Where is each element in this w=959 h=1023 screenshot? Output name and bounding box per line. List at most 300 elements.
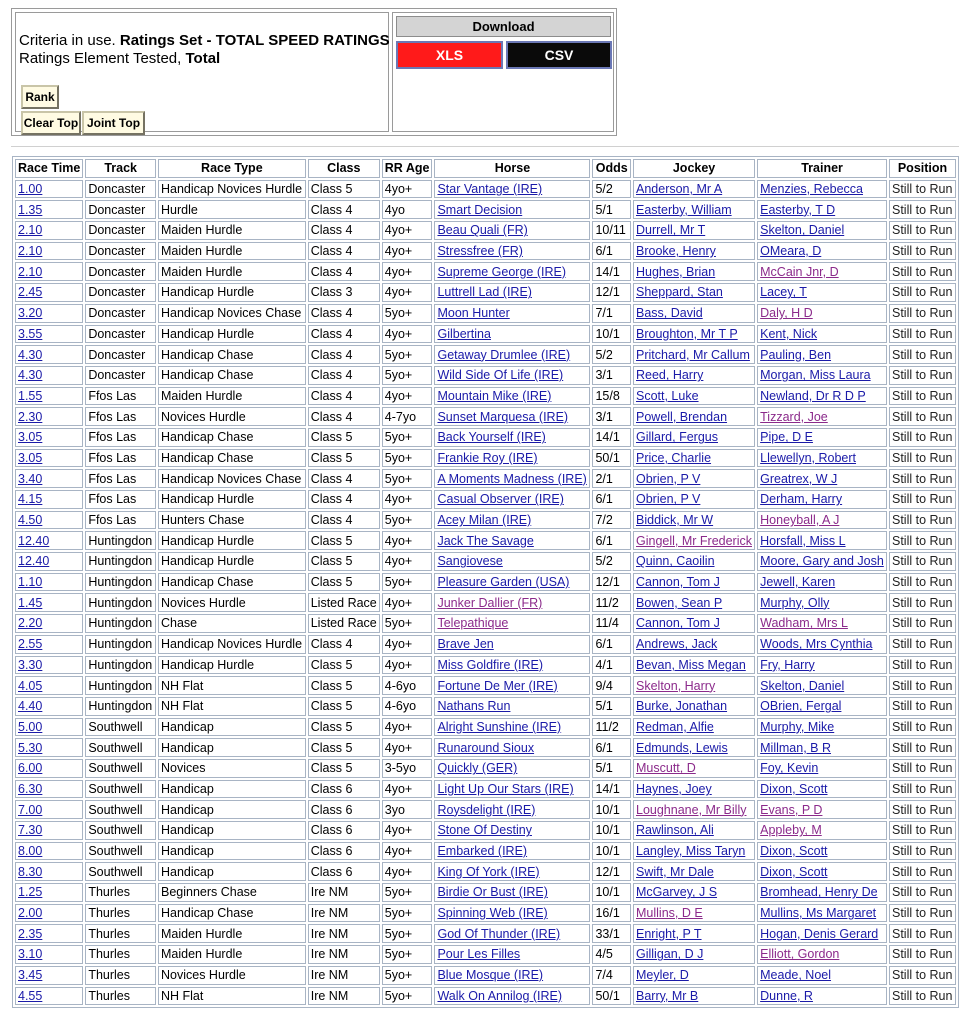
jockey-cell [633,200,755,219]
trainer-link[interactable]: Menzies, Rebecca [760,182,863,197]
horse-link[interactable]: Luttrell Lad (IRE) [437,285,532,300]
trainer-link[interactable]: Dixon, Scott [760,844,828,859]
header-rr-age: RR Age [382,159,433,178]
trainer-link[interactable]: Pipe, D E [760,430,813,445]
jockey-cell [633,821,755,840]
horse-cell [434,490,590,509]
race-time-cell [15,428,83,447]
race-time-cell [15,656,83,675]
rr-age-cell: 5yo+ [382,614,433,633]
position-cell: Still to Run [889,325,956,344]
race-type-cell: Novices Hurdle [158,966,306,985]
position-cell: Still to Run [889,904,956,923]
horse-link[interactable]: Sangiovese [437,554,503,569]
horse-link[interactable]: Telepathique [437,616,509,631]
race-type-cell: Novices Hurdle [158,593,306,612]
horse-cell [434,945,590,964]
race-time-link[interactable]: 12.40 [18,554,50,569]
trainer-link[interactable]: Jewell, Karen [760,575,836,590]
rank-button[interactable]: Rank [21,85,59,109]
trainer-link[interactable]: Derham, Harry [760,492,843,507]
race-time-link[interactable]: 3.20 [18,306,43,321]
race-time-cell [15,490,83,509]
horse-link[interactable]: God Of Thunder (IRE) [437,926,561,941]
jockey-link[interactable]: Barry, Mr B [636,988,699,1003]
horse-link[interactable]: King Of York (IRE) [437,864,540,879]
trainer-link[interactable]: Meade, Noel [760,968,832,983]
trainer-link[interactable]: Daly, H D [760,306,813,321]
horse-link[interactable]: Birdie Or Bust (IRE) [437,885,548,900]
rr-age-cell: 5yo+ [382,469,433,488]
jockey-link[interactable]: McGarvey, J S [636,885,718,900]
rr-age-cell: 4yo+ [382,242,433,261]
race-time-link[interactable]: 5.00 [18,719,43,734]
jockey-link[interactable]: Bevan, Miss Megan [636,657,746,672]
rr-age-cell: 4yo+ [382,552,433,571]
horse-link[interactable]: Moon Hunter [437,306,510,321]
xls-download-button[interactable]: XLS [396,41,503,69]
position-cell: Still to Run [889,656,956,675]
track-cell: Huntingdon [85,697,156,716]
class-cell: Class 4 [308,242,380,261]
horse-link[interactable]: A Moments Madness (IRE) [437,471,587,486]
horse-link[interactable]: Spinning Web (IRE) [437,906,548,921]
trainer-link[interactable]: Evans, P D [760,802,823,817]
rr-age-cell: 3-5yo [382,759,433,778]
jockey-link[interactable]: Broughton, Mr T P [636,326,738,341]
horse-link[interactable]: Walk On Annilog (IRE) [437,988,563,1003]
odds-cell: 10/11 [592,221,631,240]
horse-cell [434,283,590,302]
class-cell: Class 5 [308,449,380,468]
ratings-set-value: Ratings Set - TOTAL SPEED RATINGS [119,32,390,49]
race-time-cell [15,283,83,302]
race-time-link[interactable]: 4.40 [18,699,43,714]
position-cell: Still to Run [889,945,956,964]
horse-link[interactable]: Jack The Savage [437,533,534,548]
class-cell: Class 3 [308,283,380,302]
position-cell: Still to Run [889,552,956,571]
race-time-link[interactable]: 8.00 [18,844,43,859]
odds-cell: 50/1 [592,449,631,468]
race-time-link[interactable]: 2.20 [18,616,43,631]
odds-cell: 11/4 [592,614,631,633]
trainer-link[interactable]: Murphy, Mike [760,719,835,734]
horse-cell [434,366,590,385]
position-cell: Still to Run [889,304,956,323]
race-time-link[interactable]: 3.45 [18,968,43,983]
position-cell: Still to Run [889,924,956,943]
race-time-link[interactable]: 1.55 [18,388,43,403]
criteria-info [15,12,389,132]
jockey-link[interactable]: Reed, Harry [636,368,704,383]
jockey-cell [633,718,755,737]
header-position: Position [889,159,956,178]
trainer-link[interactable]: Tizzard, Joe [760,409,828,424]
jockey-cell [633,552,755,571]
horse-link[interactable]: Mountain Mike (IRE) [437,388,552,403]
race-time-link[interactable]: 2.10 [18,264,43,279]
race-time-cell [15,304,83,323]
horse-link[interactable]: Runaround Sioux [437,740,535,755]
results-container [12,156,959,1008]
jockey-cell [633,469,755,488]
trainer-link[interactable]: OBrien, Fergal [760,699,842,714]
race-time-link[interactable]: 1.00 [18,182,43,197]
trainer-link[interactable]: Fry, Harry [760,657,815,672]
track-cell: Thurles [85,924,156,943]
race-time-link[interactable]: 7.00 [18,802,43,817]
trainer-link[interactable]: Lacey, T [760,285,807,300]
race-time-link[interactable]: 5.30 [18,740,43,755]
race-type-cell: NH Flat [158,697,306,716]
table-row [15,987,956,1006]
horse-link[interactable]: Beau Quali (FR) [437,223,528,238]
trainer-link[interactable]: Dunne, R [760,988,813,1003]
race-time-link[interactable]: 12.40 [18,533,50,548]
trainer-cell [757,987,887,1006]
jockey-link[interactable]: Haynes, Joey [636,781,712,796]
trainer-link[interactable]: Llewellyn, Robert [760,450,857,465]
race-type-cell: Handicap Hurdle [158,656,306,675]
class-cell: Class 5 [308,552,380,571]
jockey-link[interactable]: Gillard, Fergus [636,430,718,445]
table-row [15,593,956,612]
race-time-link[interactable]: 3.55 [18,326,43,341]
trainer-link[interactable]: Elliott, Gordon [760,947,840,962]
horse-link[interactable]: Stressfree (FR) [437,244,523,259]
race-type-cell: NH Flat [158,987,306,1006]
table-row [15,531,956,550]
race-time-link[interactable]: 1.35 [18,202,43,217]
trainer-link[interactable]: Kent, Nick [760,326,818,341]
horse-cell [434,242,590,261]
track-cell: Doncaster [85,304,156,323]
class-cell: Class 5 [308,676,380,695]
race-time-cell [15,242,83,261]
horse-link[interactable]: Star Vantage (IRE) [437,182,543,197]
class-cell: Class 6 [308,821,380,840]
race-time-link[interactable]: 4.55 [18,988,43,1003]
trainer-link[interactable]: Dixon, Scott [760,864,828,879]
jockey-link[interactable]: Swift, Mr Dale [636,864,714,879]
class-cell: Listed Race [308,614,380,633]
horse-link[interactable]: Stone Of Destiny [437,823,532,838]
trainer-cell [757,428,887,447]
trainer-link[interactable]: Newland, Dr R D P [760,388,866,403]
odds-cell: 50/1 [592,987,631,1006]
race-time-link[interactable]: 6.00 [18,761,43,776]
race-time-link[interactable]: 1.10 [18,575,43,590]
race-time-link[interactable]: 3.30 [18,657,43,672]
horse-link[interactable]: Light Up Our Stars (IRE) [437,781,574,796]
race-time-link[interactable]: 2.00 [18,906,43,921]
jockey-link[interactable]: Burke, Jonathan [636,699,728,714]
horse-link[interactable]: Fortune De Mer (IRE) [437,678,558,693]
race-time-link[interactable]: 3.05 [18,450,43,465]
race-time-link[interactable]: 4.05 [18,678,43,693]
ratings-element-value: Total [185,50,221,67]
class-cell: Class 5 [308,531,380,550]
jockey-link[interactable]: Obrien, P V [636,471,701,486]
table-row [15,676,956,695]
rr-age-cell: 5yo+ [382,304,433,323]
download-header: Download [396,16,611,37]
separator [11,146,959,147]
rr-age-cell: 4yo+ [382,262,433,281]
jockey-cell [633,614,755,633]
position-cell: Still to Run [889,800,956,819]
jockey-link[interactable]: Mullins, D E [636,906,703,921]
position-cell: Still to Run [889,511,956,530]
trainer-link[interactable]: Mullins, Ms Margaret [760,906,877,921]
track-cell: Huntingdon [85,676,156,695]
race-time-link[interactable]: 3.40 [18,471,43,486]
table-row [15,511,956,530]
trainer-link[interactable]: Appleby, M [760,823,822,838]
trainer-link[interactable]: Skelton, Daniel [760,678,845,693]
jockey-link[interactable]: Cannon, Tom J [636,616,720,631]
race-time-link[interactable]: 1.45 [18,595,43,610]
horse-link[interactable]: Miss Goldfire (IRE) [437,657,544,672]
odds-cell: 10/1 [592,821,631,840]
trainer-link[interactable]: Wadham, Mrs L [760,616,848,631]
trainer-cell [757,945,887,964]
class-cell: Class 5 [308,428,380,447]
race-time-link[interactable]: 2.45 [18,285,43,300]
horse-link[interactable]: Frankie Roy (IRE) [437,450,538,465]
horse-link[interactable]: Wild Side Of Life (IRE) [437,368,564,383]
jockey-cell [633,883,755,902]
horse-link[interactable]: Sunset Marquesa (IRE) [437,409,569,424]
class-cell: Ire NM [308,924,380,943]
jockey-link[interactable]: Skelton, Harry [636,678,716,693]
table-row [15,635,956,654]
rr-age-cell: 4-7yo [382,407,433,426]
trainer-link[interactable]: OMeara, D [760,244,822,259]
rr-age-cell: 5yo+ [382,573,433,592]
race-time-link[interactable]: 4.50 [18,513,43,528]
clear-top-button[interactable]: Clear Top [21,111,81,135]
horse-link[interactable]: Supreme George (IRE) [437,264,566,279]
trainer-link[interactable]: Hogan, Denis Gerard [760,926,879,941]
position-cell: Still to Run [889,635,956,654]
rr-age-cell: 4yo+ [382,325,433,344]
trainer-link[interactable]: Skelton, Daniel [760,223,845,238]
horse-link[interactable]: Gilbertina [437,326,491,341]
trainer-link[interactable]: Millman, B R [760,740,831,755]
jockey-link[interactable]: Langley, Miss Taryn [636,844,746,859]
jockey-link[interactable]: Brooke, Henry [636,244,716,259]
track-cell: Ffos Las [85,387,156,406]
odds-cell: 7/1 [592,304,631,323]
horse-link[interactable]: Pour Les Filles [437,947,521,962]
jockey-cell [633,738,755,757]
odds-cell: 2/1 [592,469,631,488]
horse-cell [434,407,590,426]
race-time-cell [15,262,83,281]
joint-top-button[interactable]: Joint Top [82,111,145,135]
trainer-cell [757,469,887,488]
horse-link[interactable]: Nathans Run [437,699,511,714]
race-time-link[interactable]: 4.30 [18,347,43,362]
rr-age-cell: 4yo+ [382,738,433,757]
class-cell: Class 4 [308,366,380,385]
jockey-link[interactable]: Sheppard, Stan [636,285,723,300]
jockey-link[interactable]: Bowen, Sean P [636,595,723,610]
jockey-link[interactable]: Pritchard, Mr Callum [636,347,750,362]
track-cell: Doncaster [85,242,156,261]
race-time-link[interactable]: 4.15 [18,492,43,507]
position-cell: Still to Run [889,469,956,488]
jockey-link[interactable]: Redman, Alfie [636,719,714,734]
position-cell: Still to Run [889,387,956,406]
table-row [15,780,956,799]
odds-cell: 6/1 [592,531,631,550]
horse-cell [434,883,590,902]
rr-age-cell: 3yo [382,800,433,819]
horse-cell [434,697,590,716]
position-cell: Still to Run [889,614,956,633]
odds-cell: 6/1 [592,738,631,757]
race-time-link[interactable]: 2.10 [18,223,43,238]
race-time-link[interactable]: 6.30 [18,781,43,796]
race-time-link[interactable]: 3.10 [18,947,43,962]
race-type-cell: Maiden Hurdle [158,924,306,943]
jockey-link[interactable]: Gingell, Mr Frederick [636,533,752,548]
horse-link[interactable]: Embarked (IRE) [437,844,528,859]
trainer-link[interactable]: Greatrex, W J [760,471,838,486]
track-cell: Southwell [85,759,156,778]
trainer-cell [757,800,887,819]
race-time-link[interactable]: 3.05 [18,430,43,445]
trainer-link[interactable]: Moore, Gary and Josh [760,554,884,569]
trainer-cell [757,304,887,323]
horse-link[interactable]: Getaway Drumlee (IRE) [437,347,571,362]
jockey-link[interactable]: Anderson, Mr A [636,182,723,197]
jockey-link[interactable]: Loughnane, Mr Billy [636,802,747,817]
jockey-link[interactable]: Bass, David [636,306,703,321]
horse-link[interactable]: Brave Jen [437,637,494,652]
jockey-link[interactable]: Rawlinson, Ali [636,823,714,838]
trainer-link[interactable]: Dixon, Scott [760,781,828,796]
jockey-link[interactable]: Enright, P T [636,926,702,941]
position-cell: Still to Run [889,180,956,199]
race-time-link[interactable]: 2.10 [18,244,43,259]
trainer-link[interactable]: Woods, Mrs Cynthia [760,637,873,652]
table-row [15,345,956,364]
trainer-cell [757,842,887,861]
horse-link[interactable]: Quickly (GER) [437,761,518,776]
horse-link[interactable]: Back Yourself (IRE) [437,430,546,445]
trainer-link[interactable]: Easterby, T D [760,202,836,217]
table-row [15,862,956,881]
jockey-link[interactable]: Scott, Luke [636,388,699,403]
horse-link[interactable]: Roysdelight (IRE) [437,802,536,817]
race-time-link[interactable]: 2.35 [18,926,43,941]
odds-cell: 15/8 [592,387,631,406]
jockey-link[interactable]: Durrell, Mr T [636,223,706,238]
race-time-link[interactable]: 2.30 [18,409,43,424]
horse-link[interactable]: Blue Mosque (IRE) [437,968,544,983]
trainer-link[interactable]: Pauling, Ben [760,347,832,362]
horse-cell [434,469,590,488]
rr-age-cell: 4yo+ [382,780,433,799]
race-type-cell: Handicap Novices Chase [158,469,306,488]
jockey-link[interactable]: Muscutt, D [636,761,696,776]
track-cell: Doncaster [85,221,156,240]
race-time-link[interactable]: 1.25 [18,885,43,900]
horse-link[interactable]: Casual Observer (IRE) [437,492,564,507]
class-cell: Ire NM [308,966,380,985]
trainer-link[interactable]: Honeyball, A J [760,513,840,528]
race-time-link[interactable]: 7.30 [18,823,43,838]
jockey-link[interactable]: Edmunds, Lewis [636,740,728,755]
jockey-link[interactable]: Quinn, Caoilin [636,554,715,569]
horse-link[interactable]: Alright Sunshine (IRE) [437,719,562,734]
jockey-link[interactable]: Powell, Brendan [636,409,728,424]
jockey-link[interactable]: Biddick, Mr W [636,513,714,528]
class-cell: Class 4 [308,262,380,281]
horse-cell [434,718,590,737]
trainer-link[interactable]: McCain Jnr, D [760,264,839,279]
jockey-cell [633,800,755,819]
jockey-link[interactable]: Easterby, William [636,202,732,217]
table-row [15,387,956,406]
csv-download-button[interactable]: CSV [506,41,612,69]
jockey-link[interactable]: Price, Charlie [636,450,712,465]
trainer-link[interactable]: Murphy, Olly [760,595,830,610]
trainer-link[interactable]: Foy, Kevin [760,761,819,776]
trainer-link[interactable]: Morgan, Miss Laura [760,368,871,383]
horse-link[interactable]: Smart Decision [437,202,523,217]
odds-cell: 9/4 [592,676,631,695]
rr-age-cell: 4yo+ [382,635,433,654]
horse-link[interactable]: Pleasure Garden (USA) [437,575,570,590]
race-type-cell: Maiden Hurdle [158,387,306,406]
trainer-link[interactable]: Horsfall, Miss L [760,533,846,548]
race-time-cell [15,366,83,385]
trainer-link[interactable]: Bromhead, Henry De [760,885,878,900]
header-track: Track [85,159,156,178]
race-type-cell: Hurdle [158,200,306,219]
race-time-cell [15,200,83,219]
race-time-cell [15,449,83,468]
jockey-cell [633,428,755,447]
race-time-cell [15,966,83,985]
jockey-link[interactable]: Andrews, Jack [636,637,718,652]
jockey-cell [633,449,755,468]
jockey-link[interactable]: Meyler, D [636,968,689,983]
race-time-link[interactable]: 8.30 [18,864,43,879]
jockey-link[interactable]: Gilligan, D J [636,947,704,962]
race-time-link[interactable]: 2.55 [18,637,43,652]
class-cell: Class 5 [308,718,380,737]
jockey-cell [633,987,755,1006]
track-cell: Doncaster [85,366,156,385]
jockey-link[interactable]: Obrien, P V [636,492,701,507]
horse-cell [434,221,590,240]
horse-link[interactable]: Acey Milan (IRE) [437,513,532,528]
jockey-cell [633,283,755,302]
position-cell: Still to Run [889,697,956,716]
jockey-link[interactable]: Hughes, Brian [636,264,716,279]
horse-link[interactable]: Junker Dallier (FR) [437,595,543,610]
jockey-cell [633,697,755,716]
trainer-cell [757,718,887,737]
race-time-link[interactable]: 4.30 [18,368,43,383]
jockey-link[interactable]: Cannon, Tom J [636,575,720,590]
